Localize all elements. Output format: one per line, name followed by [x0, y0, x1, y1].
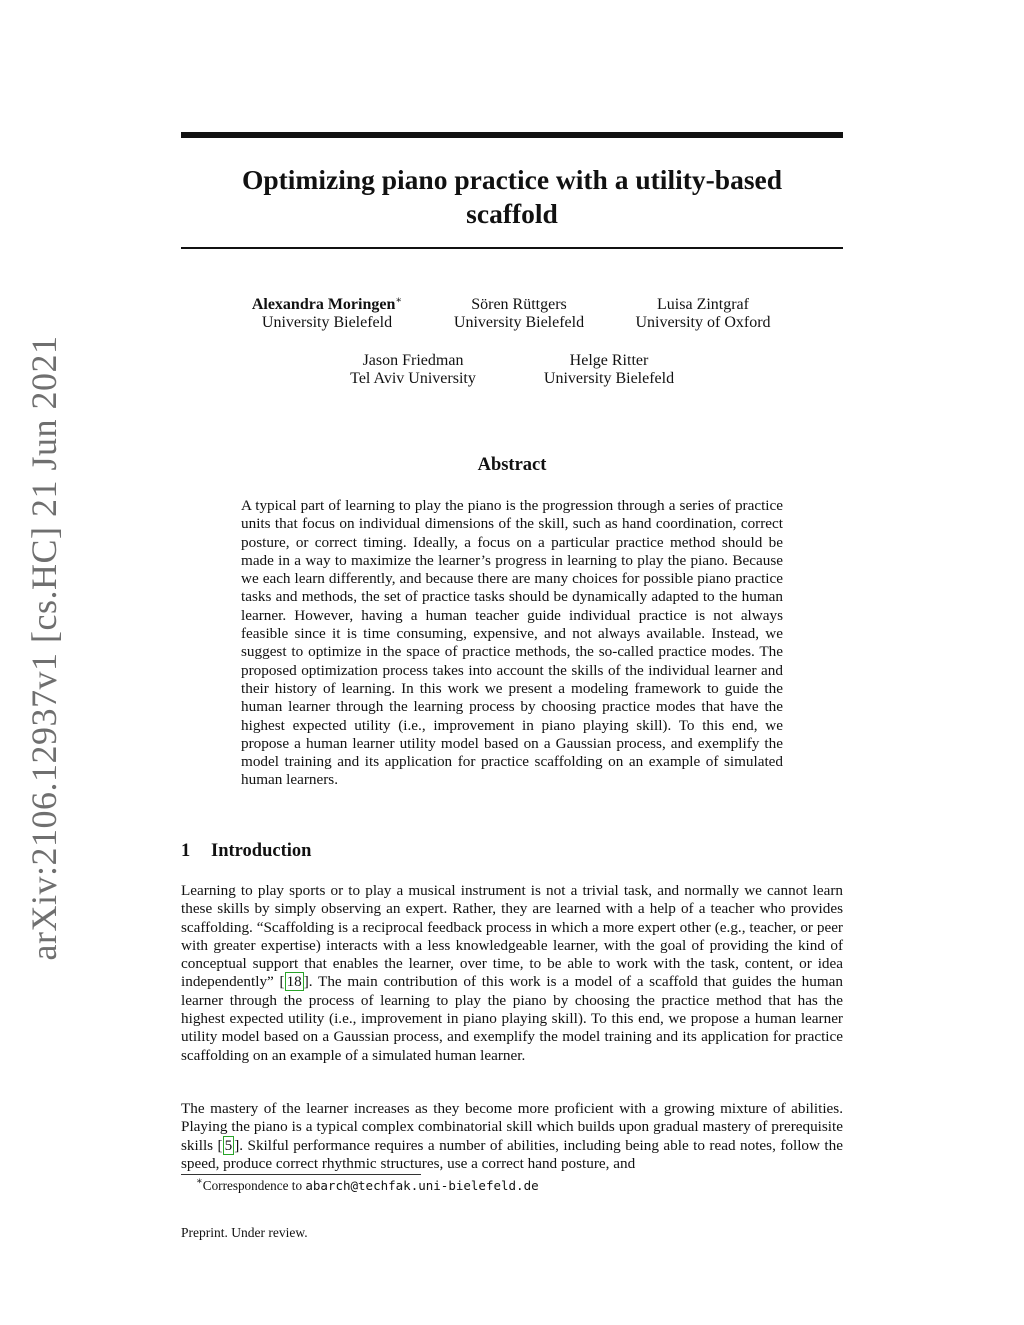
footnote [196, 1178, 539, 1194]
footnote-rule [181, 1174, 421, 1175]
title-line-2: scaffold [466, 198, 558, 229]
title-line-1: Optimizing piano practice with a utility-based [241, 164, 783, 195]
section-heading [181, 841, 311, 862]
title-bottom-rule [181, 247, 843, 249]
author-block [318, 352, 508, 388]
author-affiliation: University Bielefeld [543, 370, 675, 387]
author-block [424, 296, 614, 332]
body-paragraph: Learning to play sports or to play a musical instrument is not a trivial task, and normally we cannot learn these skills by simply observing an expert. Rather, they are learned with a help of a teacher who provides scaffolding. “Scaffolding is a reciprocal feedback process in which a more expert other (e.g., teacher, or peer with greater expertise) interacts with a less knowledgeable learner, with the goal of providing the kind of conceptual support that enables the learner, over time, to be able to work with the task, content, or idea independently” [ 18 ]. The main contribution of this work is a model of a scaffold that guides the human learner through the process of learning to play the piano by choosing the practice method that has the highest expected utility (i.e., improvement in piano playing skill). To this end, we propose a human learner utility model based on a Gaussian process, and exemplify the model training and its application for practice scaffolding on an example of a simulated human learner. [181, 882, 843, 1064]
author-name: Luisa Zintgraf [657, 296, 749, 313]
title-top-rule [181, 132, 843, 138]
author-name: Jason Friedman [362, 352, 464, 369]
author-block [608, 296, 798, 332]
author-name: Alexandra Moringen∗ [251, 295, 403, 313]
email-link[interactable]: abarch@techfak.uni-bielefeld.de [305, 1178, 539, 1193]
arxiv-identifier-stamp: arXiv:2106.12937v1 [cs.HC] 21 Jun 2021 [24, 335, 64, 961]
author-affiliation: University Bielefeld [453, 314, 585, 331]
author-affiliation: University of Oxford [635, 314, 771, 331]
body-paragraph: The mastery of the learner increases as they become more proficient with a growing mixture of abilities. Playing the piano is a typical complex combinatorial skill which builds upon gradual mastery of prerequisite skills [ 5 ]. Skilful performance requires a number of abilities, including being able to read notes, follow the speed, produce correct rhythmic structures, use a correct hand posture, and [181, 1100, 843, 1172]
footnote-mark: ∗ [196, 1176, 203, 1187]
citation-link[interactable]: 18 [286, 973, 302, 991]
abstract-body: A typical part of learning to play the piano is the progression through a series of practice units that focus on individual dimensions of the skill, such as hand coordination, correct posture, or correct timing. Ideally, a focus on a particular practice method should be made in a way to maximize the learner’s progress in learning to play the piano. Because we each learn differently, and because there are many choices for possible piano practice tasks and methods, the set of practice tasks should be dynamically adapted to the human learner. However, having a human teacher guide individual practice is not always feasible since it is time consuming, expensive, and not always available. Instead, we suggest to optimize in the space of practice methods, the so-called practice modes. The proposed optimization process takes into account the skills of the individual learner and their history of learning. In this work we present a modeling framework to guide the human learner through the learning process by choosing practice modes that have the highest expected utility (i.e., improvement in piano playing skill). To this end, we propose a human learner utility model based on a Gaussian process, and exemplify the model training and its application for practice scaffolding on an example of simulated human learners. [241, 497, 783, 789]
preprint-status: Preprint. Under review. [181, 1225, 308, 1240]
author-affiliation: Tel Aviv University [350, 370, 476, 387]
paper-title [181, 163, 843, 231]
section-number: 1 [181, 841, 191, 861]
footnote-text: Correspondence to [202, 1178, 306, 1193]
author-block [232, 296, 422, 332]
section-title: Introduction [211, 841, 312, 861]
abstract-heading: Abstract [477, 455, 547, 475]
author-block [514, 352, 704, 388]
footnote-mark: ∗ [395, 295, 403, 306]
author-name: Helge Ritter [569, 352, 649, 369]
author-name: Sören Rüttgers [471, 296, 567, 313]
citation-link[interactable]: 5 [224, 1136, 233, 1154]
author-affiliation: University Bielefeld [261, 314, 393, 331]
